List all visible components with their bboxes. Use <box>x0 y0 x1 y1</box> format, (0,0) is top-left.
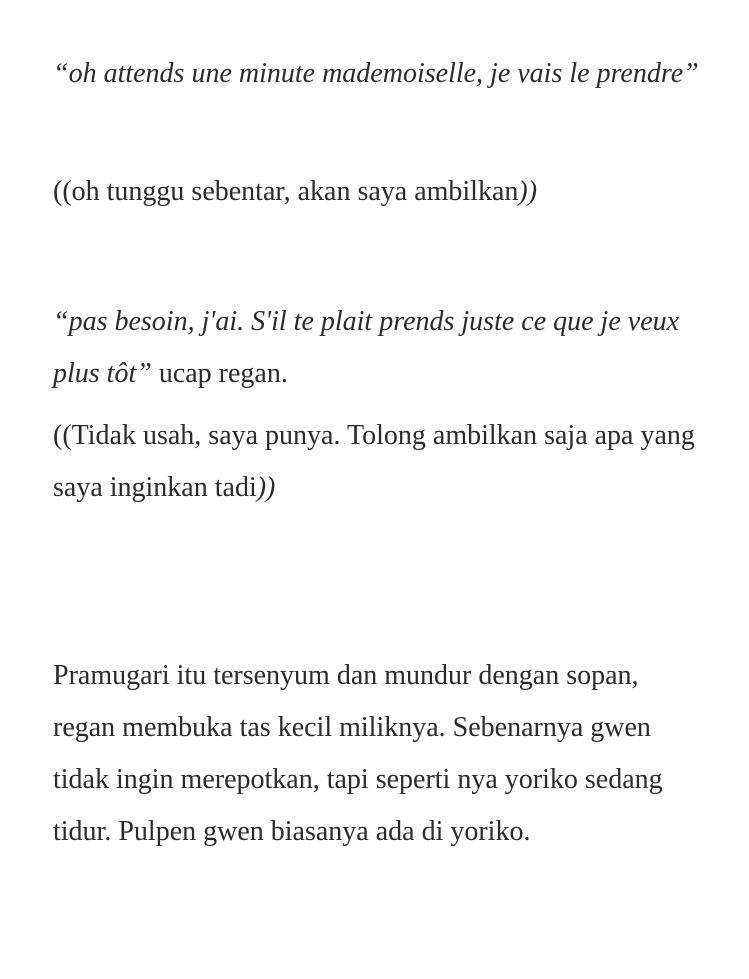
translation-2 <box>53 410 703 514</box>
translation-1-text: ((oh tunggu sebentar, akan saya ambilkan <box>53 176 519 207</box>
translation-1 <box>53 166 703 218</box>
narration-paragraph <box>53 650 703 858</box>
french-dialogue-1 <box>53 48 703 100</box>
french-dialogue-2-text: “pas besoin, j'ai. S'il te plait prends juste ce que je veux plus tôt” <box>53 306 680 389</box>
translation-2-text: ((Tidak usah, saya punya. Tolong ambilkan saja apa yang saya inginkan tadi <box>53 420 695 503</box>
dialogue-tag: ucap regan. <box>151 358 288 389</box>
translation-1-closing: )) <box>518 176 538 207</box>
narration-text: Pramugari itu tersenyum dan mundur dengan sopan, regan membuka tas kecil miliknya. Sebenarnya gwen tidak ingin merepotkan, tapi seperti nya yoriko sedang tidur. Pulpen gwen biasanya ada di yoriko. <box>53 660 663 847</box>
french-dialogue-1-text: “oh attends une minute mademoiselle, je vais le prendre” <box>53 58 699 89</box>
translation-2-closing: )) <box>256 472 276 503</box>
french-dialogue-2 <box>53 296 703 400</box>
